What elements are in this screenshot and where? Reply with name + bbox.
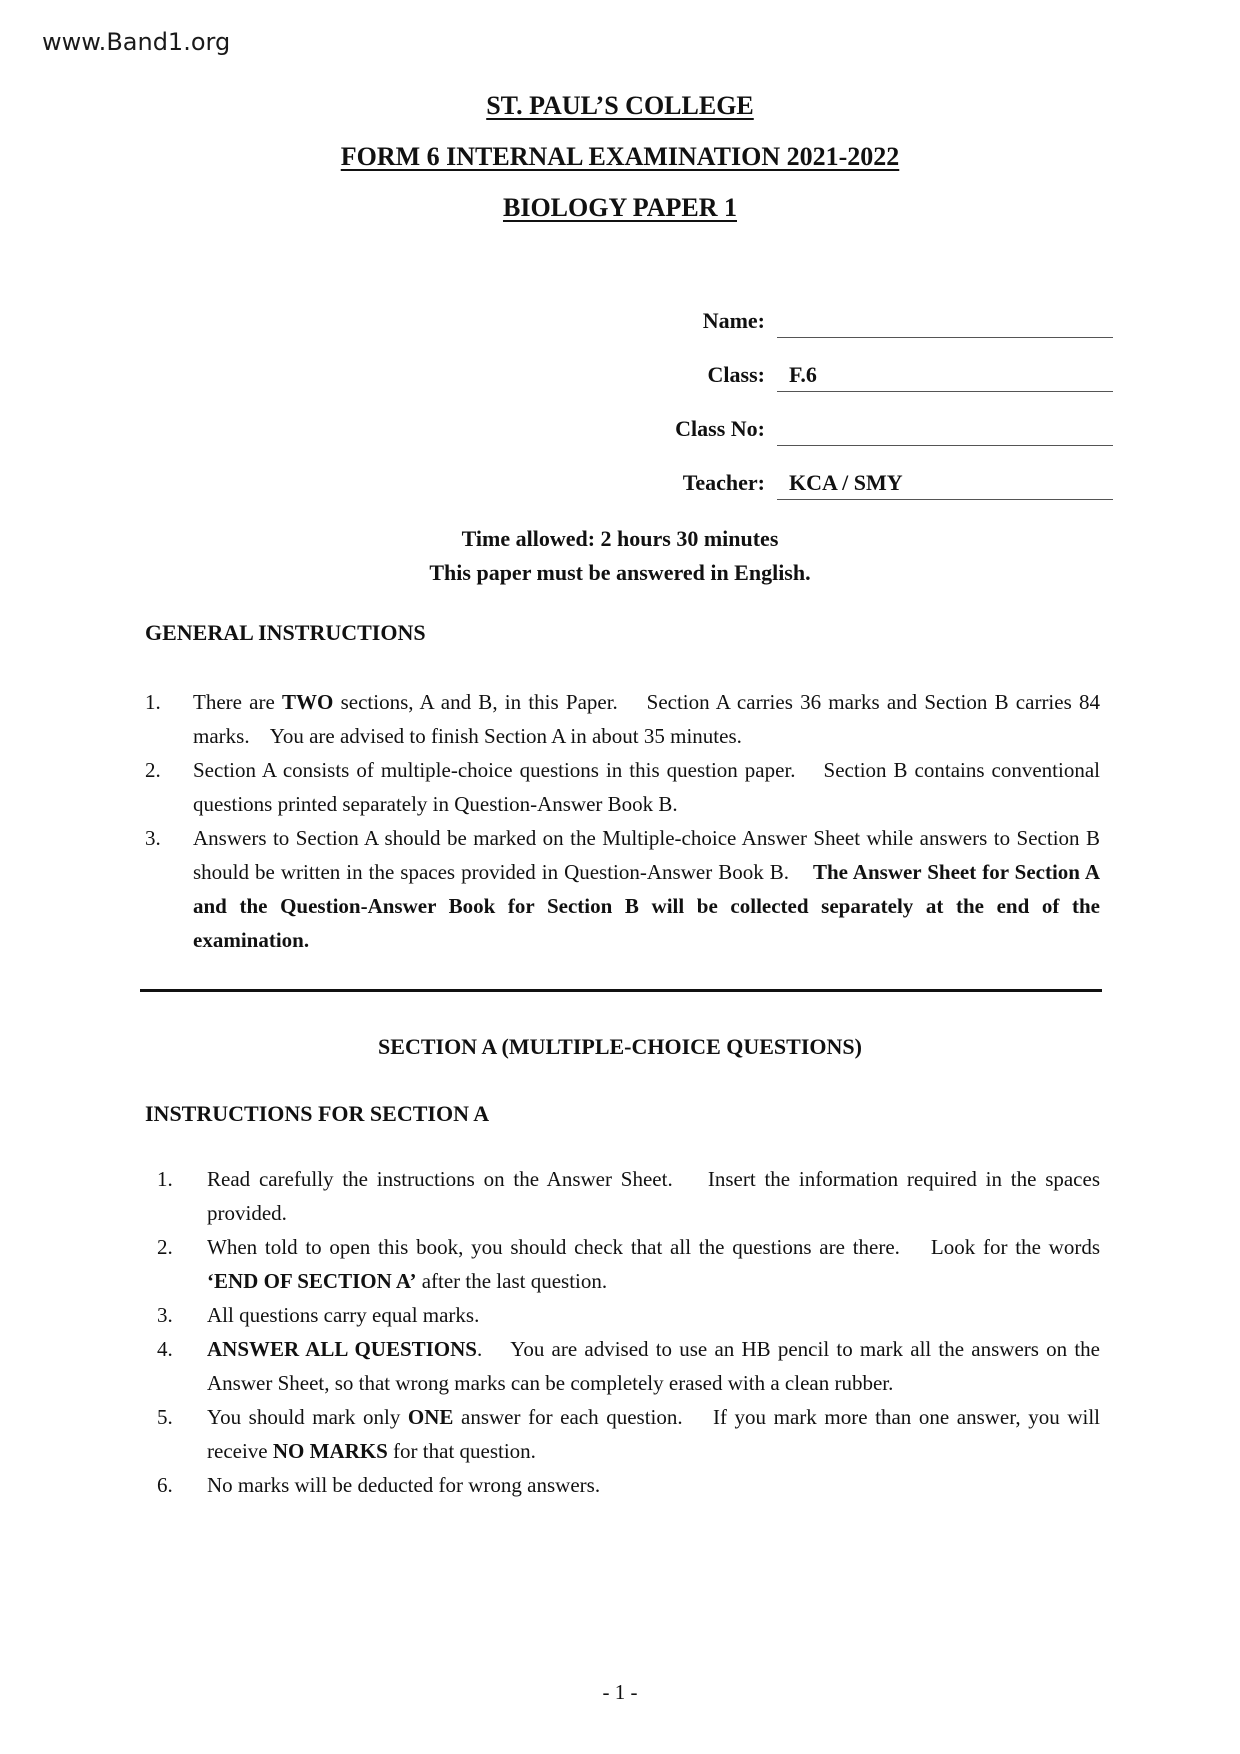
instruction-text: [207, 1298, 1100, 1332]
general-instructions-heading: GENERAL INSTRUCTIONS: [145, 620, 426, 645]
instruction-item: [157, 1400, 1100, 1468]
text-run: . You are advised to use an HB pencil to mark all the answers on the Answer Sheet, so that wrong marks can be completely erased with a clean rubber.: [207, 1337, 1100, 1395]
instruction-number: 2.: [145, 758, 161, 782]
text-run: Section A consists of multiple-choice questions in this question paper. Section B contains conventional questions printed separately in Question-Answer Book B.: [193, 758, 1100, 816]
class-field[interactable]: F.6: [777, 358, 1113, 392]
instruction-item: [145, 821, 1100, 957]
exam-header: [0, 88, 1240, 241]
text-run: When told to open this book, you should check that all the questions are there. Look for the words: [207, 1235, 1100, 1259]
text-run: Read carefully the instructions on the Answer Sheet. Insert the information required in the spaces provided.: [207, 1167, 1100, 1225]
emphasis-text: TWO: [282, 690, 334, 714]
instruction-number: 1.: [157, 1167, 173, 1191]
section-divider: [140, 989, 1102, 992]
field-label: Class:: [707, 362, 765, 387]
emphasis-text: The Answer Sheet for Section A and the Question-Answer Book for Section B will be collected separately at the end of the examination.: [193, 860, 1100, 952]
instruction-number: 3.: [157, 1303, 173, 1327]
field-label: Name:: [702, 308, 765, 333]
instruction-item: [157, 1468, 1100, 1502]
paper-title: BIOLOGY PAPER 1: [502, 193, 737, 222]
school-name: ST. PAUL’S COLLEGE: [486, 91, 754, 120]
field-label: Teacher:: [682, 470, 765, 495]
instruction-text: [207, 1400, 1100, 1468]
exam-title: FORM 6 INTERNAL EXAMINATION 2021-2022: [340, 142, 900, 171]
text-run: for that question.: [387, 1439, 536, 1463]
instruction-item: [145, 685, 1100, 753]
section-a-title: SECTION A (MULTIPLE-CHOICE QUESTIONS): [378, 1034, 862, 1059]
emphasis-text: ONE: [407, 1405, 454, 1429]
instruction-number: 2.: [157, 1235, 173, 1259]
instruction-text: [207, 1162, 1100, 1230]
instruction-number: 4.: [157, 1337, 173, 1361]
text-run: answer for each question. If you mark more than one answer, you will receive: [207, 1405, 1100, 1463]
text-run: There are: [193, 690, 283, 714]
text-run: You should mark only: [207, 1405, 408, 1429]
instruction-number: 3.: [145, 826, 161, 850]
field-label: Class No:: [675, 416, 765, 441]
teacher-field[interactable]: KCA / SMY: [777, 466, 1113, 500]
exam-time-info: [0, 522, 1240, 590]
website-watermark: www.Band1.org: [42, 28, 231, 56]
page-number: - 1 -: [602, 1680, 638, 1704]
candidate-info: [640, 284, 1120, 500]
text-run: sections, A and B, in this Paper. Section A carries 36 marks and Section B carries 84 marks. You are advised to finish Section A in about 35 minutes.: [193, 690, 1100, 748]
language-note: This paper must be answered in English.: [429, 560, 811, 585]
instruction-item: [157, 1162, 1100, 1230]
instruction-item: [157, 1298, 1100, 1332]
section-a-instructions-list: [157, 1162, 1100, 1502]
text-run: Answers to Section A should be marked on the Multiple-choice Answer Sheet while answers to Section B should be written in the spaces provided in Question-Answer Book B.: [193, 826, 1100, 884]
instruction-text: [193, 753, 1100, 821]
instruction-number: 5.: [157, 1405, 173, 1429]
field-class-no: [640, 392, 1120, 446]
text-run: No marks will be deducted for wrong answers.: [207, 1473, 601, 1497]
field-name: [640, 284, 1120, 338]
time-allowed: Time allowed: 2 hours 30 minutes: [461, 526, 779, 551]
instruction-item: [157, 1230, 1100, 1298]
instruction-text: [193, 685, 1100, 753]
emphasis-text: NO MARKS: [272, 1439, 388, 1463]
instruction-item: [157, 1332, 1100, 1400]
field-class: [640, 338, 1120, 392]
emphasis-text: ANSWER ALL QUESTIONS: [207, 1337, 477, 1361]
general-instructions-list: [145, 685, 1100, 957]
instruction-number: 1.: [145, 690, 161, 714]
class-no-field[interactable]: [777, 412, 1113, 446]
instruction-text: [207, 1468, 1100, 1502]
instruction-item: [145, 753, 1100, 821]
instruction-text: [193, 821, 1100, 957]
instruction-text: [207, 1230, 1100, 1298]
text-run: after the last question.: [416, 1269, 608, 1293]
text-run: All questions carry equal marks.: [207, 1303, 480, 1327]
section-a-instructions-heading: INSTRUCTIONS FOR SECTION A: [145, 1101, 490, 1126]
instruction-text: [207, 1332, 1100, 1400]
emphasis-text: ‘END OF SECTION A’: [207, 1269, 417, 1293]
field-teacher: [640, 446, 1120, 500]
name-field[interactable]: [777, 304, 1113, 338]
instruction-number: 6.: [157, 1473, 173, 1497]
